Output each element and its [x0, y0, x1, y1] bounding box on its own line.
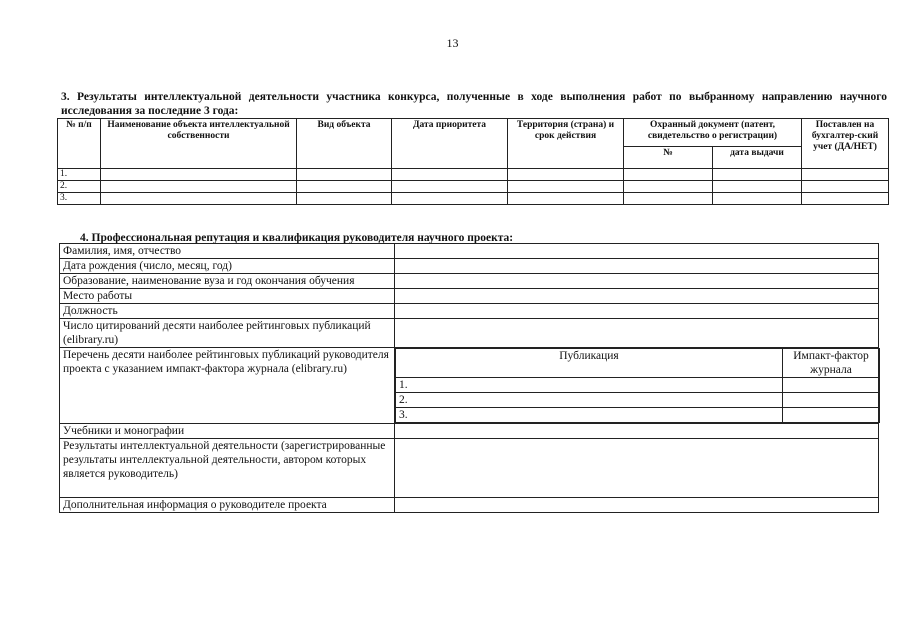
header-doc-number: № [624, 147, 713, 169]
table-cell[interactable] [508, 193, 624, 205]
impact-factor-cell[interactable] [783, 378, 880, 393]
header-num: № п/п [58, 119, 101, 169]
publication-row-number[interactable]: 2. [396, 393, 783, 408]
header-protection-document: Охранный документ (патент, свидетельство о регистрации) [624, 119, 802, 147]
table-row [60, 259, 879, 274]
publications-table [395, 348, 880, 423]
label-top-publications: Перечень десяти наиболее рейтинговых публикаций руководителя проекта с указанием импакт-фактора журнала (elibrary.ru) [60, 348, 395, 424]
header-object-name: Наименование объекта интеллектуальной собственности [101, 119, 297, 169]
table-row [396, 393, 880, 408]
value-additional-info[interactable] [395, 498, 879, 513]
label-workplace: Место работы [60, 289, 395, 304]
header-priority-date: Дата приоритета [392, 119, 508, 169]
value-birth-date[interactable] [395, 259, 879, 274]
table-row [58, 169, 889, 181]
header-object-type: Вид объекта [297, 119, 392, 169]
table-cell[interactable] [392, 181, 508, 193]
label-ip-results: Результаты интеллектуальной деятельности (зарегистрированные результаты интеллектуальной деятельности, автором которых является руководитель) [60, 439, 395, 498]
table-cell[interactable] [713, 193, 802, 205]
table-cell[interactable] [392, 193, 508, 205]
table-row [60, 319, 879, 348]
publication-row-number[interactable]: 1. [396, 378, 783, 393]
table-row [58, 181, 889, 193]
value-education[interactable] [395, 274, 879, 289]
value-textbooks[interactable] [395, 424, 879, 439]
section-4-title: 4. Профессиональная репутация и квалификация руководителя научного проекта: [80, 232, 514, 244]
table-cell[interactable] [392, 169, 508, 181]
table-row [58, 193, 889, 205]
label-position: Должность [60, 304, 395, 319]
table-cell[interactable] [802, 193, 889, 205]
table-cell[interactable] [508, 169, 624, 181]
label-citations: Число цитирований десяти наиболее рейтинговых публикаций (elibrary.ru) [60, 319, 395, 348]
label-education: Образование, наименование вуза и год окончания обучения [60, 274, 395, 289]
section-3-title: 3. Результаты интеллектуальной деятельности участника конкурса, полученные в ходе выполнения работ по выбранному направлению научного исследования за последние 3 года: [61, 91, 887, 117]
table-cell[interactable] [802, 181, 889, 193]
table-row [60, 304, 879, 319]
row-number: 3. [58, 193, 101, 205]
label-birth-date: Дата рождения (число, месяц, год) [60, 259, 395, 274]
row-number: 1. [58, 169, 101, 181]
impact-factor-cell[interactable] [783, 393, 880, 408]
table-row [396, 378, 880, 393]
table-cell[interactable] [297, 169, 392, 181]
table-row [60, 424, 879, 439]
value-ip-results[interactable] [395, 439, 879, 498]
table-cell[interactable] [624, 169, 713, 181]
table-cell[interactable] [713, 181, 802, 193]
publication-row-number[interactable]: 3. [396, 408, 783, 423]
page-number: 13 [446, 36, 459, 50]
table-cell[interactable] [101, 193, 297, 205]
value-workplace[interactable] [395, 289, 879, 304]
table-row [60, 348, 879, 424]
label-textbooks: Учебники и монографии [60, 424, 395, 439]
value-citations[interactable] [395, 319, 879, 348]
table-cell[interactable] [101, 169, 297, 181]
table-row [60, 244, 879, 259]
label-additional-info: Дополнительная информация о руководителе проекта [60, 498, 395, 513]
table-row [60, 498, 879, 513]
ip-results-table [57, 118, 889, 205]
header-territory: Территория (страна) и срок действия [508, 119, 624, 169]
value-full-name[interactable] [395, 244, 879, 259]
table-cell[interactable] [508, 181, 624, 193]
label-full-name: Фамилия, имя, отчество [60, 244, 395, 259]
table-row [60, 439, 879, 498]
table-cell[interactable] [101, 181, 297, 193]
header-accounting: Поставлен на бухгалтер-ский учет (ДА/НЕТ) [802, 119, 889, 169]
row-number: 2. [58, 181, 101, 193]
header-publication: Публикация [396, 349, 783, 378]
table-cell[interactable] [297, 193, 392, 205]
reputation-table [59, 243, 879, 513]
table-row [60, 274, 879, 289]
impact-factor-cell[interactable] [783, 408, 880, 423]
table-row [60, 289, 879, 304]
table-cell[interactable] [297, 181, 392, 193]
value-position[interactable] [395, 304, 879, 319]
table-cell[interactable] [624, 181, 713, 193]
table-cell[interactable] [802, 169, 889, 181]
table-cell[interactable] [624, 193, 713, 205]
header-impact-factor: Импакт-фактор журнала [783, 349, 880, 378]
publications-cell [395, 348, 879, 424]
table-row [396, 408, 880, 423]
header-doc-date: дата выдачи [713, 147, 802, 169]
table-cell[interactable] [713, 169, 802, 181]
